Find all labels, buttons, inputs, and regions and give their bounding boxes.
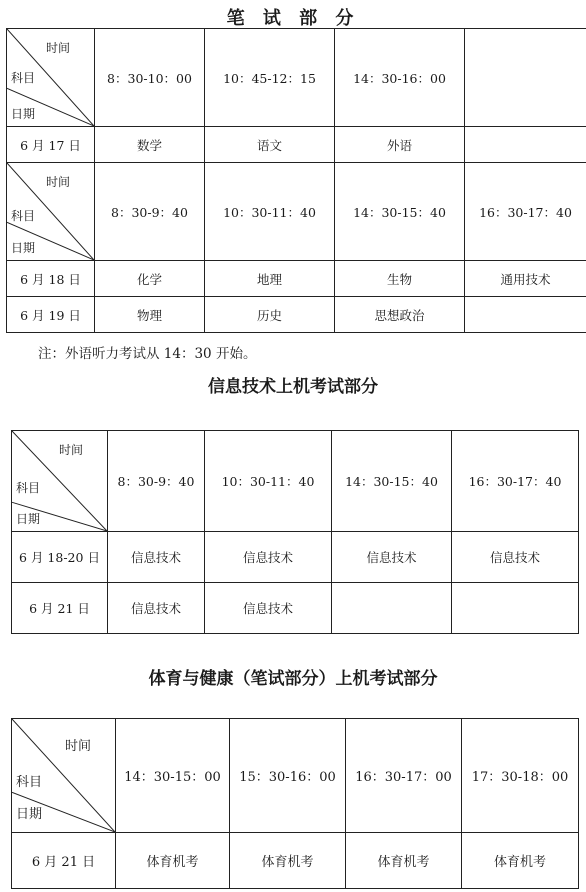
date-cell: 6 月 21 日 — [12, 833, 116, 889]
header-time-label: 时间 — [58, 443, 83, 457]
subject-cell: 体育机考 — [346, 833, 462, 889]
subject-cell: 信息技术 — [332, 532, 452, 583]
header-date-label: 日期 — [11, 107, 36, 121]
it-exam-table — [11, 430, 579, 634]
table-row — [12, 532, 579, 583]
subject-cell: 地理 — [205, 261, 335, 297]
date-cell: 6 月 17 日 — [7, 127, 95, 163]
table-row — [12, 833, 579, 889]
header-date-label: 日期 — [16, 807, 43, 822]
section3-title: 体育与健康（笔试部分）上机考试部分 — [148, 669, 438, 689]
subject-cell: 数学 — [95, 127, 205, 163]
subject-cell: 生物 — [335, 261, 465, 297]
header-subject-label: 科目 — [11, 71, 36, 85]
subject-cell — [332, 583, 452, 634]
subject-cell: 物理 — [95, 297, 205, 333]
time-slot: 8：30-9：40 — [95, 163, 205, 261]
subject-cell: 信息技术 — [452, 532, 579, 583]
diagonal-header-cell — [12, 719, 116, 833]
header-time-label: 时间 — [45, 175, 70, 189]
written-exam-table — [6, 28, 586, 333]
time-slot: 8：30-9：40 — [108, 431, 205, 532]
subject-cell: 通用技术 — [465, 261, 586, 297]
time-slot: 10：30-11：40 — [205, 163, 335, 261]
pe-exam-table — [11, 718, 579, 889]
time-slot — [465, 29, 586, 127]
diagonal-header-cell — [7, 29, 95, 127]
section1-title: 笔 试 部 分 — [226, 8, 360, 29]
table-row — [12, 431, 579, 532]
table-row — [7, 29, 586, 127]
date-cell: 6 月 18-20 日 — [12, 532, 108, 583]
table-row — [12, 583, 579, 634]
time-slot: 15：30-16：00 — [230, 719, 346, 833]
diagonal-header-cell — [7, 163, 95, 261]
subject-cell: 外语 — [335, 127, 465, 163]
time-slot: 16：30-17：00 — [346, 719, 462, 833]
time-slot: 14：30-15：00 — [116, 719, 230, 833]
table-row — [12, 719, 579, 833]
date-cell: 6 月 19 日 — [7, 297, 95, 333]
header-subject-label: 科目 — [16, 481, 41, 495]
time-slot: 16：30-17：40 — [465, 163, 586, 261]
subject-cell: 思想政治 — [335, 297, 465, 333]
table-row — [7, 127, 586, 163]
subject-cell: 体育机考 — [462, 833, 579, 889]
table-row — [7, 163, 586, 261]
diagonal-header-cell — [12, 431, 108, 532]
header-time-label: 时间 — [64, 739, 91, 754]
time-slot: 16：30-17：40 — [452, 431, 579, 532]
subject-cell: 历史 — [205, 297, 335, 333]
listening-note: 注：外语听力考试从 14：30 开始。 — [38, 346, 257, 362]
header-date-label: 日期 — [16, 512, 41, 526]
subject-cell: 信息技术 — [205, 583, 332, 634]
subject-cell: 体育机考 — [230, 833, 346, 889]
header-subject-label: 科目 — [16, 775, 43, 790]
header-date-label: 日期 — [11, 241, 36, 255]
header-subject-label: 科目 — [11, 209, 36, 223]
subject-cell — [452, 583, 579, 634]
time-slot: 14：30-15：40 — [335, 163, 465, 261]
subject-cell: 语文 — [205, 127, 335, 163]
header-time-label: 时间 — [45, 41, 70, 55]
time-slot: 10：45-12：15 — [205, 29, 335, 127]
time-slot: 14：30-16：00 — [335, 29, 465, 127]
table-row — [7, 297, 586, 333]
subject-cell — [465, 297, 586, 333]
date-cell: 6 月 18 日 — [7, 261, 95, 297]
time-slot: 17：30-18：00 — [462, 719, 579, 833]
time-slot: 8：30-10：00 — [95, 29, 205, 127]
time-slot: 14：30-15：40 — [332, 431, 452, 532]
subject-cell: 信息技术 — [205, 532, 332, 583]
subject-cell: 信息技术 — [108, 583, 205, 634]
date-cell: 6 月 21 日 — [12, 583, 108, 634]
section2-title: 信息技术上机考试部分 — [208, 377, 378, 397]
time-slot: 10：30-11：40 — [205, 431, 332, 532]
subject-cell: 体育机考 — [116, 833, 230, 889]
table-row — [7, 261, 586, 297]
subject-cell: 信息技术 — [108, 532, 205, 583]
subject-cell: 化学 — [95, 261, 205, 297]
subject-cell — [465, 127, 586, 163]
